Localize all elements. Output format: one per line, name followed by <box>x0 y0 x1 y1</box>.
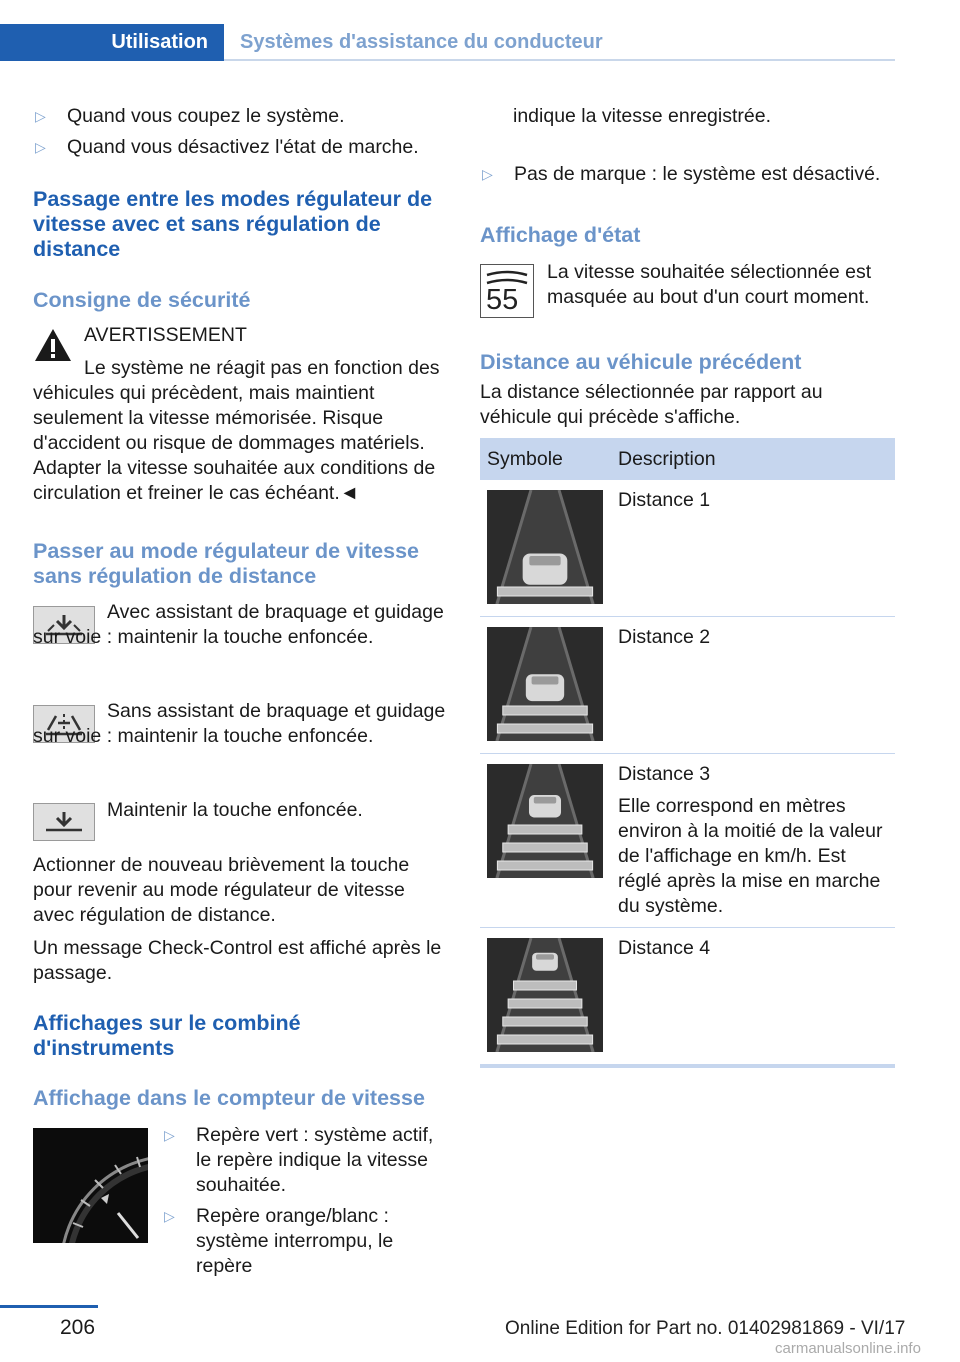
btn2-description: Sans assistant de braquage et guidage sur voie : maintenir la touche enfoncée. <box>33 700 446 747</box>
distance-intro: La distance sélectionnée par rapport au véhicule qui précède s'affiche. <box>480 381 823 428</box>
tab-utilisation[interactable]: Utilisation <box>0 24 224 61</box>
list-item: ▷ Quand vous désactivez l'état de marche. <box>35 136 419 158</box>
table-row <box>480 480 895 617</box>
list-item: ▷ Repère vert : système actif, le repère indique la vitesse souhaitée. <box>164 1124 434 1196</box>
triangle-bullet-icon: ▷ <box>482 166 493 182</box>
watermark: carmanualsonline.info <box>775 1340 921 1357</box>
edition-label: Online Edition for Part no. 01402981869 - VI/17 <box>505 1318 906 1339</box>
speed-status-number: 55 <box>486 284 519 316</box>
distance-2-label: Distance 2 <box>618 626 711 648</box>
footer-line <box>0 1305 98 1308</box>
triangle-bullet-icon: ▷ <box>164 1127 175 1143</box>
distance-2-image <box>487 627 603 741</box>
speed-status-icon <box>480 264 534 318</box>
btn3-description: Maintenir la touche enfoncée. <box>107 799 363 821</box>
heading-speedometer: Affichage dans le compteur de vitesse <box>33 1086 425 1110</box>
distance-1-image <box>487 490 603 604</box>
triangle-bullet-icon: ▷ <box>35 139 46 155</box>
section-title: Systèmes d'assistance du conducteur <box>240 31 603 53</box>
distance-4-image <box>487 938 603 1052</box>
heading-distance: Distance au véhicule précédent <box>480 350 802 374</box>
speedometer-image <box>33 1128 148 1243</box>
table-row <box>480 754 895 928</box>
status-description: La vitesse souhaitée sélectionnée est masquée au bout d'un court moment. <box>547 261 872 308</box>
list-item: ▷ Quand vous coupez le système. <box>35 105 345 127</box>
page-number: 206 <box>60 1316 96 1339</box>
top-bullet-list <box>33 104 448 160</box>
heading-passage: Passage entre les modes régulateur de vitesse avec et sans régulation de distance <box>33 187 433 261</box>
list-item: ▷ Pas de marque : le système est désactivé. <box>482 163 881 185</box>
warning-title: AVERTISSEMENT <box>84 324 247 346</box>
col-header-symbol: Symbole <box>480 438 611 480</box>
header-divider <box>224 59 895 61</box>
speedometer-bullet-list <box>162 1123 447 1279</box>
paragraph-return-mode: Actionner de nouveau brièvement la touche pour revenir au mode régulateur de vitesse avec régulation de distance. <box>33 854 410 926</box>
triangle-bullet-icon: ▷ <box>164 1208 175 1224</box>
continued-text: indique la vitesse enregistrée. <box>513 105 771 127</box>
col-header-description: Description <box>611 438 895 480</box>
table-row <box>480 617 895 754</box>
distance-table <box>480 438 895 1068</box>
distance-3-image <box>487 764 603 878</box>
distance-3-note: Elle correspond en mètres environ à la moitié de la valeur de l'affichage en km/h. Est réglé après la mise en marche du système. <box>618 795 883 917</box>
heading-safety: Consigne de sécurité <box>33 288 251 312</box>
paragraph-check-control: Un message Check-Control est affiché après le passage. <box>33 937 442 984</box>
distance-3-label: Distance 3 <box>618 763 711 785</box>
heading-status-display: Affichage d'état <box>480 223 641 247</box>
warning-text: Le système ne réagit pas en fonction des véhicules qui précèdent, mais maintient seulement la vitesse mémorisée. Risque d'accident ou risque de dommages matériels. Adapter la vitesse souhaitée aux conditions de circulation et freiner le cas échéant.◄ <box>33 357 440 504</box>
table-row <box>480 928 895 1067</box>
triangle-bullet-icon: ▷ <box>35 108 46 124</box>
list-item: ▷ Repère orange/blanc : système interrompu, le repère <box>164 1205 394 1277</box>
heading-instrument-cluster: Affichages sur le combiné d'instruments <box>33 1011 301 1060</box>
distance-4-label: Distance 4 <box>618 937 711 959</box>
cruise-distance-button-icon <box>33 803 95 841</box>
distance-1-label: Distance 1 <box>618 489 711 511</box>
btn1-description: Avec assistant de braquage et guidage sur voie : maintenir la touche enfoncée. <box>33 601 444 648</box>
heading-switch-mode: Passer au mode régulateur de vitesse sans régulation de distance <box>33 539 419 588</box>
